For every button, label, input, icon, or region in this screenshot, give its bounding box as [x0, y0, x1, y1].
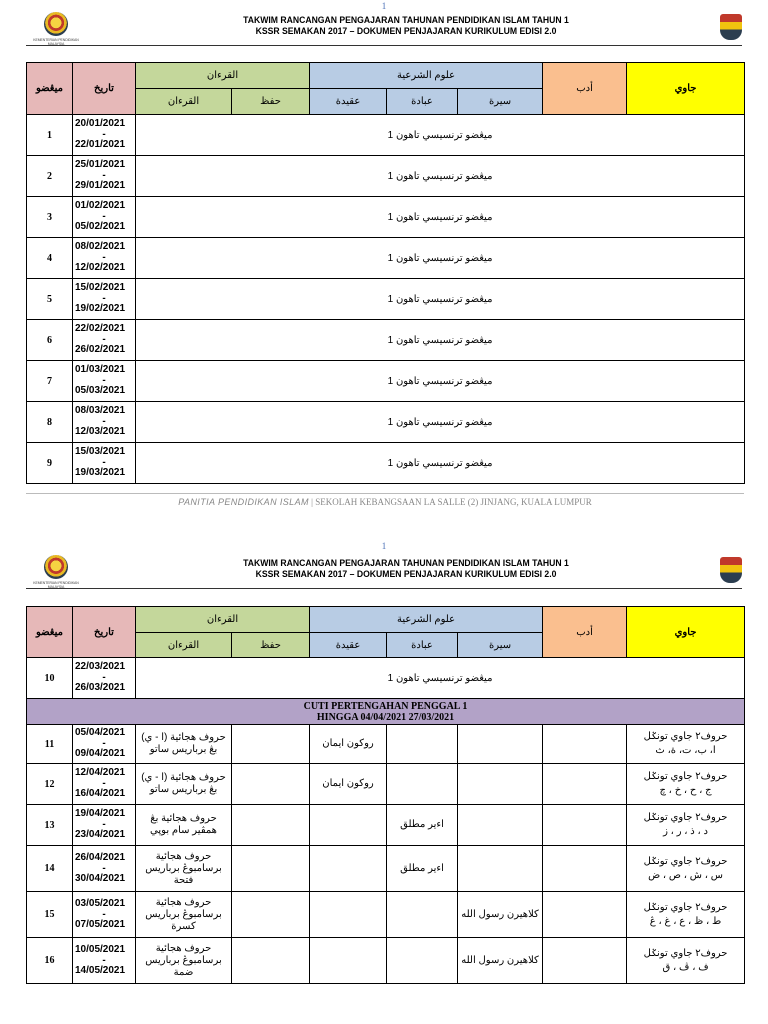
document-header — [26, 12, 742, 46]
footer-separator: | — [308, 497, 316, 507]
date-end: 14/05/2021 — [75, 964, 126, 976]
adab-topic — [543, 892, 627, 938]
table-row — [27, 197, 745, 238]
jawi-letters: د ، ذ ، ر ، ز — [663, 826, 708, 837]
date-start: 22/03/2021 — [75, 661, 126, 673]
ibadah-topic — [387, 725, 458, 764]
week-number: 7 — [27, 361, 73, 402]
table-row — [27, 402, 745, 443]
date-end: 23/04/2021 — [75, 829, 126, 840]
transition-week-cell: ميڠضو ترنسيسي تاهون 1 — [136, 279, 745, 320]
week-dates — [73, 197, 136, 238]
week-number: 11 — [27, 725, 73, 764]
table-row — [27, 938, 745, 984]
jawi-title: حروف٢ جاوي تونݢل — [643, 771, 728, 782]
jawi-title: حروف٢ جاوي تونݢل — [643, 855, 728, 867]
week-number: 2 — [27, 156, 73, 197]
sub-col-ibadah: عبادة — [387, 89, 458, 115]
title-line-1: TAKWIM RANCANGAN PENGAJARAN TAHUNAN PENDIDIKAN ISLAM TAHUN 1 — [243, 558, 569, 569]
jawi-title: حروف٢ جاوي تونݢل — [643, 901, 728, 913]
date-start: 26/04/2021 — [75, 851, 126, 863]
date-dash: - — [102, 457, 106, 468]
page-number: 1 — [381, 541, 387, 551]
week-number: 5 — [27, 279, 73, 320]
transition-week-cell: ميڠضو ترنسيسي تاهون 1 — [136, 238, 745, 279]
date-end: 12/03/2021 — [75, 426, 126, 437]
week-number: 16 — [27, 938, 73, 984]
ministry-crest — [26, 12, 86, 46]
adab-topic — [543, 846, 627, 892]
week-number: 15 — [27, 892, 73, 938]
quran-topic: حروف هجائية بڠ همڤير سام بوڽي — [136, 805, 232, 846]
date-start: 03/05/2021 — [75, 897, 126, 909]
document-title — [127, 15, 685, 37]
aqidah-topic — [310, 892, 387, 938]
week-dates — [73, 443, 136, 484]
date-end: 19/03/2021 — [75, 467, 126, 478]
sub-col-aqidah: عقيدة — [310, 633, 387, 658]
date-dash: - — [102, 862, 106, 874]
table-row — [27, 764, 745, 805]
date-end: 05/02/2021 — [75, 221, 126, 232]
week-dates — [73, 115, 136, 156]
col-tarikh: تاريخ — [73, 63, 136, 115]
sirah-topic: كلاهيرن رسول الله — [458, 892, 543, 938]
crest-icon — [44, 12, 68, 36]
schedule-table — [26, 606, 745, 984]
col-ulum: علوم الشرعية — [310, 607, 543, 633]
jawi-topic — [627, 764, 745, 805]
col-ulum: علوم الشرعية — [310, 63, 543, 89]
ibadah-topic: اءير مطلق — [387, 846, 458, 892]
sirah-topic — [458, 764, 543, 805]
sub-col-aqidah: عقيدة — [310, 89, 387, 115]
quran-topic: حروف هجائية برسامبوڠ برباريس كسرة — [136, 892, 232, 938]
table-row — [27, 361, 745, 402]
table-row — [27, 279, 745, 320]
quran-topic: حروف هجائية برسامبوڠ برباريس فتحة — [136, 846, 232, 892]
date-dash: - — [102, 819, 106, 830]
table-row — [27, 846, 745, 892]
school-logo-icon — [720, 14, 742, 40]
hifz-topic — [232, 938, 310, 984]
crest-caption: KEMENTERIAN PENDIDIKAN MALAYSIA — [33, 581, 79, 589]
sub-col-quran: القرءان — [136, 633, 232, 658]
schedule-table — [26, 62, 745, 484]
aqidah-topic — [310, 805, 387, 846]
week-dates — [73, 892, 136, 938]
col-adab: أدب — [543, 63, 627, 115]
date-dash: - — [102, 252, 106, 263]
date-start: 22/02/2021 — [75, 323, 126, 335]
table-row — [27, 320, 745, 361]
crest-icon — [44, 555, 68, 579]
document-header — [26, 555, 742, 589]
ministry-crest — [26, 555, 86, 589]
week-dates — [73, 238, 136, 279]
date-dash: - — [102, 954, 106, 966]
date-end: 09/04/2021 — [75, 748, 126, 759]
table-row — [27, 892, 745, 938]
date-start: 01/02/2021 — [75, 200, 126, 212]
footer-school: SEKOLAH KEBANGSAAN LA SALLE (2) JINJANG, KUALA LUMPUR — [315, 497, 592, 507]
hifz-topic — [232, 764, 310, 805]
date-end: 30/04/2021 — [75, 872, 126, 884]
col-minggu: ميڠضو — [27, 607, 73, 658]
date-start: 08/03/2021 — [75, 405, 126, 417]
date-end: 07/05/2021 — [75, 918, 126, 930]
week-dates — [73, 725, 136, 764]
quran-topic: حروف هجائية (ا - ي) بڠ برباريس ساتو — [136, 764, 232, 805]
date-start: 19/04/2021 — [75, 808, 126, 820]
date-dash: - — [102, 672, 106, 683]
date-dash: - — [102, 738, 106, 749]
jawi-letters: ط ، ظ ، ع ، غ ، ڠ — [649, 915, 722, 927]
col-tarikh: تاريخ — [73, 607, 136, 658]
week-number: 13 — [27, 805, 73, 846]
date-start: 08/02/2021 — [75, 241, 126, 253]
week-dates — [73, 279, 136, 320]
sub-col-hifz: حفظ — [232, 89, 310, 115]
transition-week-cell: ميڠضو ترنسيسي تاهون 1 — [136, 320, 745, 361]
transition-week-cell: ميڠضو ترنسيسي تاهون 1 — [136, 197, 745, 238]
sub-col-sirah: سيرة — [458, 633, 543, 658]
week-number: 1 — [27, 115, 73, 156]
jawi-letters: ا، ب، ت، ة، ث — [655, 745, 716, 756]
crest-caption: KEMENTERIAN PENDIDIKAN MALAYSIA — [33, 38, 79, 46]
date-end: 29/01/2021 — [75, 180, 126, 191]
jawi-topic — [627, 725, 745, 764]
week-number: 3 — [27, 197, 73, 238]
table-row — [27, 658, 745, 699]
transition-week-cell: ميڠضو ترنسيسي تاهون 1 — [136, 658, 745, 699]
week-number: 8 — [27, 402, 73, 443]
date-dash: - — [102, 293, 106, 304]
document-title — [127, 558, 685, 580]
jawi-topic — [627, 938, 745, 984]
jawi-title: حروف٢ جاوي تونݢل — [643, 731, 728, 742]
col-minggu: ميڠضو — [27, 63, 73, 115]
adab-topic — [543, 938, 627, 984]
quran-topic: حروف هجائية برسامبوڠ برباريس ضمة — [136, 938, 232, 984]
transition-week-cell: ميڠضو ترنسيسي تاهون 1 — [136, 156, 745, 197]
col-jawi: جاوي — [627, 63, 745, 115]
col-jawi: جاوي — [627, 607, 745, 658]
date-start: 05/04/2021 — [75, 727, 126, 739]
sub-col-quran: القرءان — [136, 89, 232, 115]
hifz-topic — [232, 846, 310, 892]
holiday-range: HINGGA 04/04/2021 27/03/2021 — [316, 711, 455, 723]
col-quran: القرءان — [136, 63, 310, 89]
date-dash: - — [102, 170, 106, 181]
col-adab: أدب — [543, 607, 627, 658]
date-start: 01/03/2021 — [75, 364, 126, 376]
hifz-topic — [232, 892, 310, 938]
date-start: 20/01/2021 — [75, 118, 126, 130]
week-dates — [73, 361, 136, 402]
jawi-title: حروف٢ جاوي تونݢل — [643, 947, 728, 959]
title-line-2: KSSR SEMAKAN 2017 – DOKUMEN PENJAJARAN KURIKULUM EDISI 2.0 — [255, 26, 557, 37]
transition-week-cell: ميڠضو ترنسيسي تاهون 1 — [136, 115, 745, 156]
title-line-1: TAKWIM RANCANGAN PENGAJARAN TAHUNAN PENDIDIKAN ISLAM TAHUN 1 — [243, 15, 569, 26]
ibadah-topic — [387, 764, 458, 805]
transition-week-cell: ميڠضو ترنسيسي تاهون 1 — [136, 361, 745, 402]
date-start: 12/04/2021 — [75, 767, 126, 779]
week-dates — [73, 938, 136, 984]
week-number: 4 — [27, 238, 73, 279]
page-number: 1 — [381, 1, 387, 11]
aqidah-topic: روكون ايمان — [310, 725, 387, 764]
date-end: 19/02/2021 — [75, 303, 126, 314]
date-end: 22/01/2021 — [75, 139, 126, 150]
week-dates — [73, 805, 136, 846]
sirah-topic: كلاهيرن رسول الله — [458, 938, 543, 984]
jawi-letters: ج ، ح ، خ ، چ — [659, 785, 712, 796]
jawi-title: حروف٢ جاوي تونݢل — [643, 812, 728, 823]
quran-topic: حروف هجائية (ا - ي) بڠ برباريس ساتو — [136, 725, 232, 764]
ibadah-topic — [387, 938, 458, 984]
ibadah-topic: اءير مطلق — [387, 805, 458, 846]
title-line-2: KSSR SEMAKAN 2017 – DOKUMEN PENJAJARAN KURIKULUM EDISI 2.0 — [255, 569, 557, 580]
footer-panel: PANITIA PENDIDIKAN ISLAM — [178, 497, 309, 507]
date-dash: - — [102, 334, 106, 345]
date-end: 12/02/2021 — [75, 262, 126, 273]
aqidah-topic — [310, 938, 387, 984]
hifz-topic — [232, 725, 310, 764]
sub-col-hifz: حفظ — [232, 633, 310, 658]
week-number: 14 — [27, 846, 73, 892]
date-dash: - — [102, 375, 106, 386]
sirah-topic — [458, 846, 543, 892]
col-quran: القرءان — [136, 607, 310, 633]
date-end: 26/02/2021 — [75, 344, 126, 355]
jawi-topic — [627, 892, 745, 938]
week-dates — [73, 764, 136, 805]
aqidah-topic: روكون ايمان — [310, 764, 387, 805]
aqidah-topic — [310, 846, 387, 892]
transition-week-cell: ميڠضو ترنسيسي تاهون 1 — [136, 443, 745, 484]
week-number: 6 — [27, 320, 73, 361]
week-dates — [73, 156, 136, 197]
sub-col-ibadah: عبادة — [387, 633, 458, 658]
school-logo-icon — [720, 557, 742, 583]
adab-topic — [543, 805, 627, 846]
table-row — [27, 443, 745, 484]
date-end: 05/03/2021 — [75, 385, 126, 396]
date-start: 10/05/2021 — [75, 943, 126, 955]
holiday-row — [27, 699, 745, 725]
adab-topic — [543, 764, 627, 805]
date-start: 15/03/2021 — [75, 446, 126, 458]
date-dash: - — [102, 416, 106, 427]
table-row — [27, 805, 745, 846]
week-dates — [73, 402, 136, 443]
week-dates — [73, 658, 136, 699]
jawi-letters: س ، ش ، ص ، ض — [648, 869, 724, 881]
adab-topic — [543, 725, 627, 764]
table-row — [27, 238, 745, 279]
week-number: 12 — [27, 764, 73, 805]
jawi-topic — [627, 805, 745, 846]
sirah-topic — [458, 725, 543, 764]
week-dates — [73, 320, 136, 361]
table-row — [27, 725, 745, 764]
date-start: 15/02/2021 — [75, 282, 126, 294]
jawi-topic — [627, 846, 745, 892]
date-dash: - — [102, 778, 106, 789]
date-end: 26/03/2021 — [75, 682, 126, 693]
week-number: 10 — [27, 658, 73, 699]
week-dates — [73, 846, 136, 892]
sub-col-sirah: سيرة — [458, 89, 543, 115]
date-dash: - — [102, 908, 106, 920]
week-number: 9 — [27, 443, 73, 484]
sirah-topic — [458, 805, 543, 846]
transition-week-cell: ميڠضو ترنسيسي تاهون 1 — [136, 402, 745, 443]
ibadah-topic — [387, 892, 458, 938]
holiday-title: CUTI PERTENGAHAN PENGGAL 1 — [303, 700, 468, 712]
date-dash: - — [102, 211, 106, 222]
date-end: 16/04/2021 — [75, 788, 126, 799]
table-row — [27, 156, 745, 197]
table-row — [27, 115, 745, 156]
hifz-topic — [232, 805, 310, 846]
date-start: 25/01/2021 — [75, 159, 126, 171]
date-dash: - — [102, 129, 106, 140]
page-footer — [26, 493, 744, 511]
holiday-banner — [27, 699, 745, 725]
jawi-letters: ف ، ڤ ، ق — [662, 961, 709, 973]
